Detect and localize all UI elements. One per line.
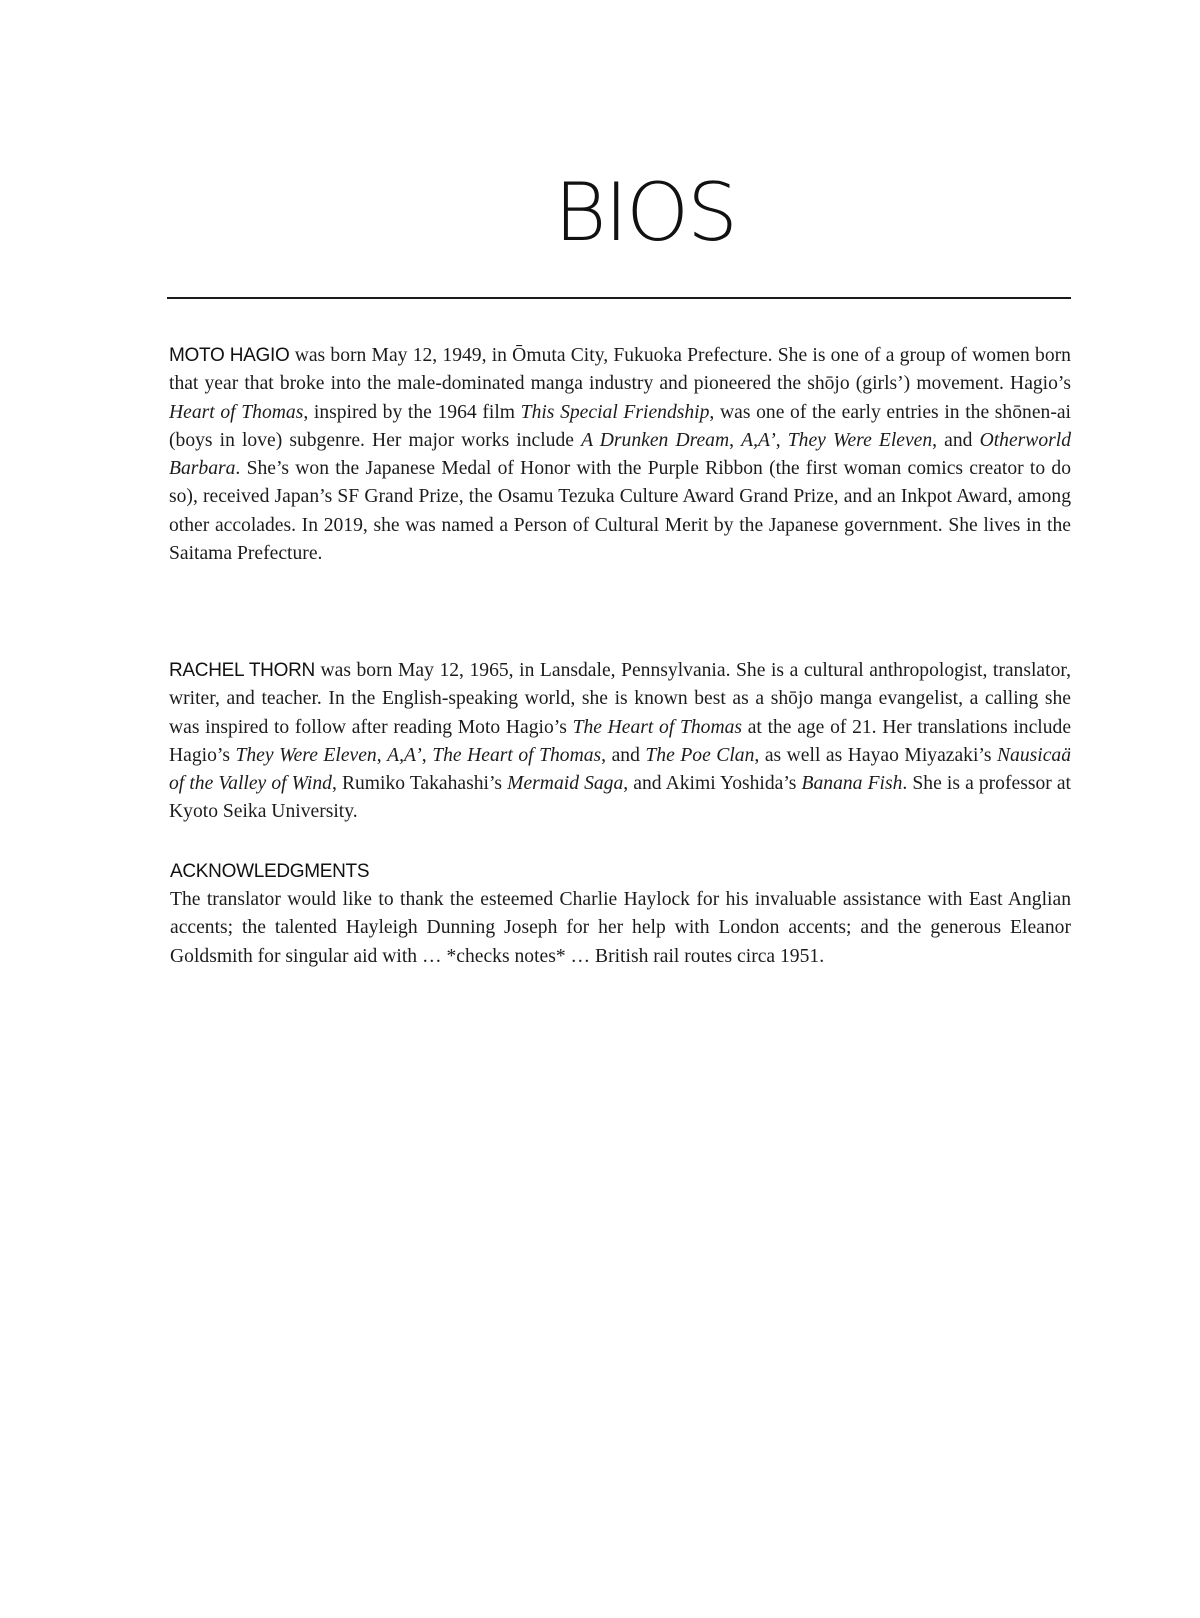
title-divider bbox=[167, 297, 1071, 299]
bio-text: , as well as Hayao Miyazaki’s bbox=[754, 744, 997, 766]
work-title: They Were Eleven bbox=[235, 744, 377, 766]
work-title: Nausicaä of the Valley of Wind bbox=[169, 744, 1072, 795]
work-title: A Drunken Dream bbox=[581, 429, 730, 451]
bio-text: was born May 12, 1965, in Lansdale, Pennsylvania. She is a cultural anthropologist, translator, writer, and teacher. In the English-speaking world, she is known best as a shōjo manga evangelist, a calling she was inspired to follow after reading Moto Hagio’s bbox=[169, 660, 1072, 738]
work-title: Otherworld Barbara bbox=[169, 429, 1072, 480]
acknowledgments-body: The translator would like to thank the esteemed Charlie Haylock for his invaluable assistance with East Anglian accents; the talented Hayleigh Dunning Joseph for her help with London accents; and the generous Eleanor Goldsmith for singular aid with … *checks notes* … British rail routes circa 1951. bbox=[170, 889, 1071, 967]
work-title: Banana Fish bbox=[801, 773, 903, 795]
work-title: This Special Friendship bbox=[520, 401, 710, 423]
bio-text: , bbox=[376, 744, 388, 766]
bio-text: , bbox=[775, 429, 788, 451]
bio-text: , bbox=[729, 429, 742, 451]
bio-text: . She is a professor at Kyoto Seika University. bbox=[169, 773, 1072, 823]
bio-text: at the age of 21. Her translations include Hagio’s bbox=[169, 716, 1072, 766]
bio-text: , and bbox=[932, 429, 980, 451]
page-title: BIOS bbox=[554, 166, 736, 259]
work-title: The Heart of Thomas bbox=[572, 716, 743, 738]
bio-text: , bbox=[421, 744, 433, 766]
bio-text: . She’s won the Japanese Medal of Honor with the Purple Ribbon (the first woman comics creator to do so), received Japan’s SF Grand Prize, the Osamu Tezuka Culture Award Grand Prize, and an Inkpot Award, among other accolades. In 2019, she was named a Person of Cultural Merit by the Japanese government. She lives in the Saitama Prefecture. bbox=[169, 458, 1071, 565]
acknowledgments-heading: ACKNOWLEDGMENTS bbox=[170, 861, 370, 882]
bio-text: was born May 12, 1949, in Ōmuta City, Fukuoka Prefecture. She is one of a group of women born that year that broke into the male-dominated manga industry and pioneered the shōjo (girls’) movement. Hagio’s bbox=[169, 345, 1071, 395]
bio-name-moto-hagio: MOTO HAGIO bbox=[169, 345, 290, 366]
bio-moto-hagio bbox=[169, 342, 1071, 568]
bio-name-rachel-thorn: RACHEL THORN bbox=[169, 660, 315, 681]
bio-text: , and Akimi Yoshida’s bbox=[623, 773, 802, 795]
work-title: The Poe Clan bbox=[645, 744, 755, 766]
work-title: Mermaid Saga bbox=[507, 773, 624, 795]
bio-text: , was one of the early entries in the shōnen-ai (boys in love) subgenre. Her major works include bbox=[169, 401, 1071, 451]
bio-text: , and bbox=[601, 744, 646, 766]
bio-text: , inspired by the 1964 film bbox=[303, 401, 521, 423]
work-title: They Were Eleven bbox=[787, 429, 933, 451]
bio-text: , Rumiko Takahashi’s bbox=[331, 773, 508, 795]
work-title: Heart of Thomas bbox=[169, 401, 304, 423]
work-title: A,A’ bbox=[387, 744, 422, 766]
work-title: The Heart of Thomas bbox=[432, 744, 602, 766]
bio-rachel-thorn bbox=[169, 657, 1071, 827]
work-title: A,A’ bbox=[741, 429, 776, 451]
